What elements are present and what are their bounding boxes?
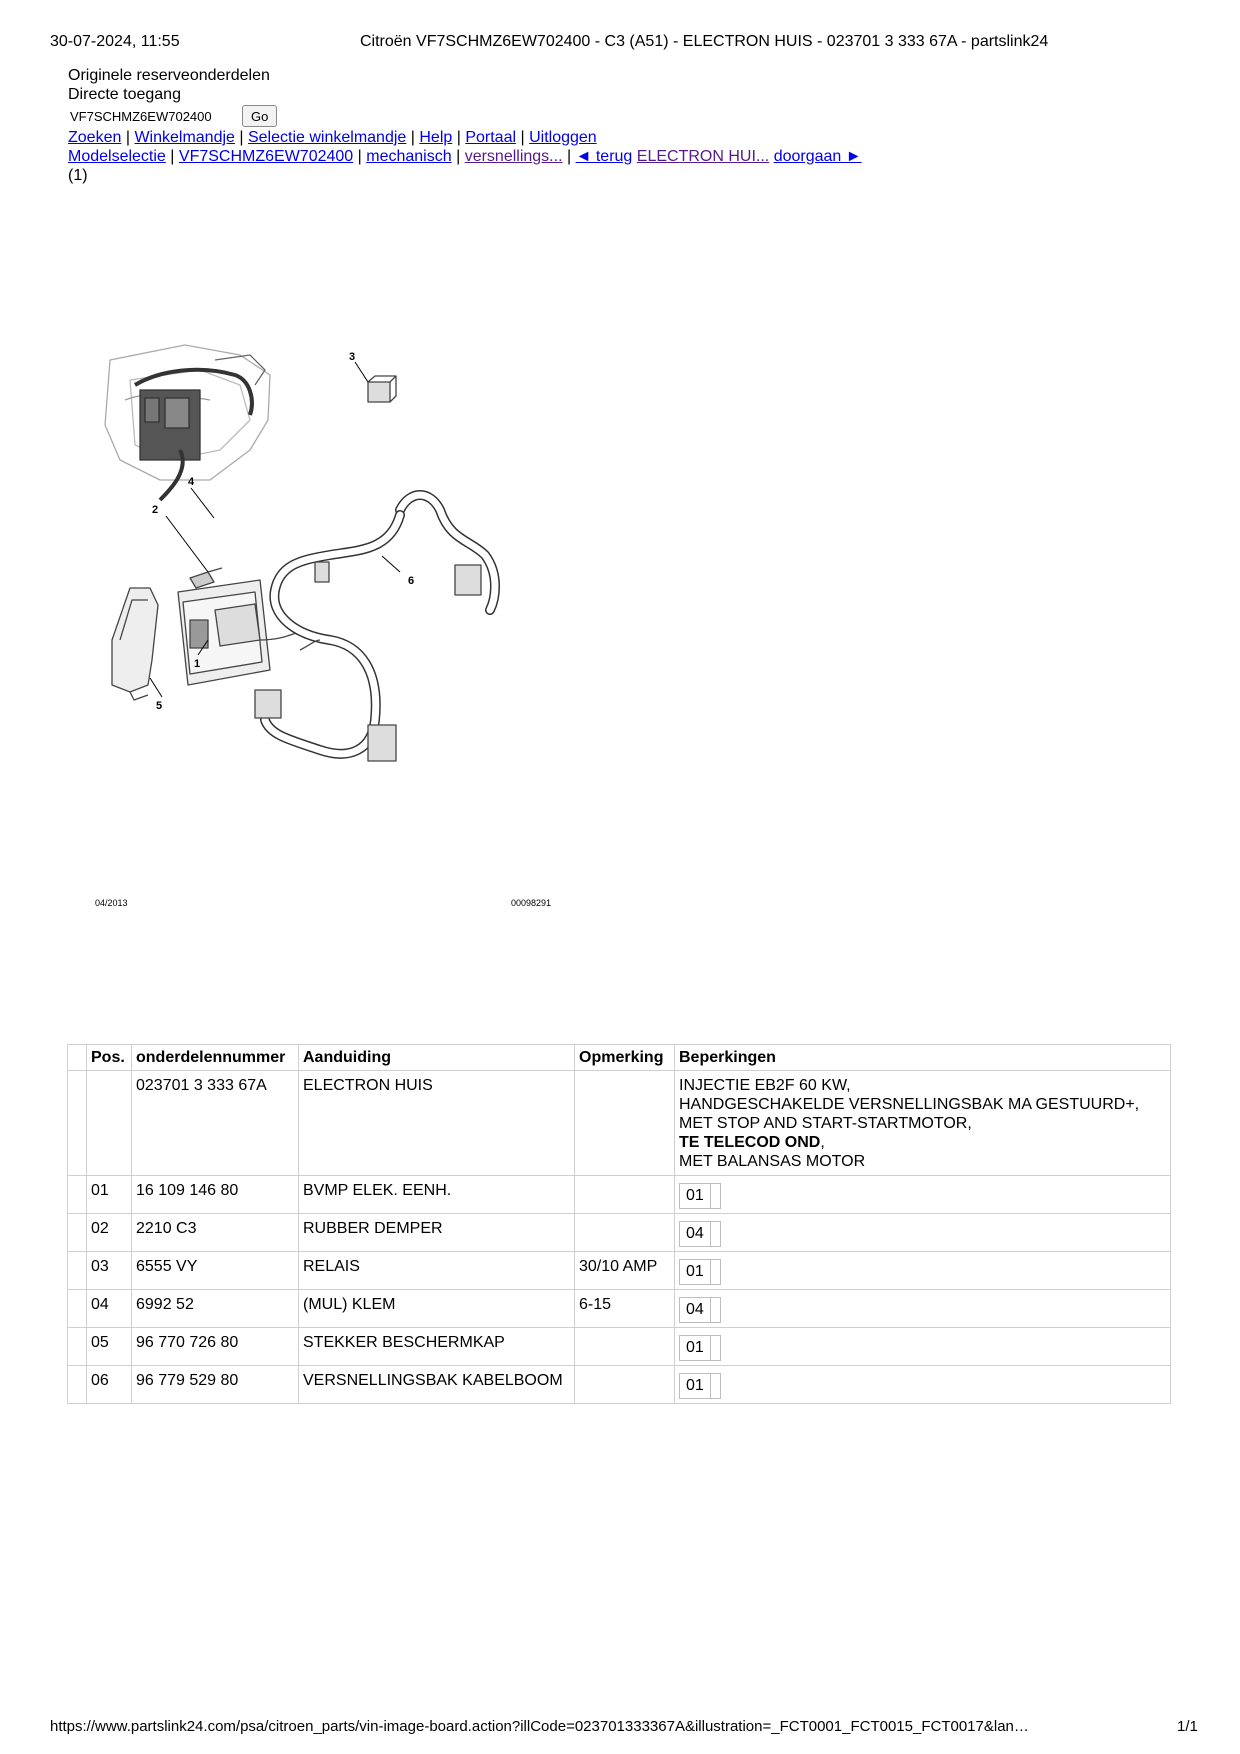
quantity-value: 04 — [686, 1301, 704, 1318]
pos-cell: 01 — [87, 1176, 132, 1214]
part-number-cell: 023701 3 333 67A — [132, 1071, 299, 1176]
back-link[interactable]: ◄ terug — [575, 148, 633, 165]
designation-cell: RUBBER DEMPER — [299, 1214, 575, 1252]
quantity-box[interactable] — [679, 1221, 721, 1247]
direct-access-label: Directe toegang — [68, 86, 181, 103]
table-row-main-assembly — [68, 1071, 1171, 1176]
pos-cell: 05 — [87, 1328, 132, 1366]
pos-cell: 06 — [87, 1366, 132, 1404]
table-row[interactable] — [68, 1366, 1171, 1404]
link-help[interactable]: Help — [419, 129, 453, 146]
remark-cell: 6-15 — [575, 1290, 675, 1328]
print-page-number: 1/1 — [1177, 1718, 1198, 1735]
quantity-box[interactable] — [679, 1297, 721, 1323]
designation-cell: VERSNELLINGSBAK KABELBOOM — [299, 1366, 575, 1404]
remark-cell — [575, 1214, 675, 1252]
quantity-value: 04 — [686, 1225, 704, 1242]
callout-1: 1 — [194, 658, 201, 670]
link-portal[interactable]: Portaal — [465, 129, 517, 146]
print-page-title: Citroën VF7SCHMZ6EW702400 - C3 (A51) - ELECTRON HUIS - 023701 3 333 67A - partslink24 — [360, 33, 1049, 50]
breadcrumb-vin[interactable]: VF7SCHMZ6EW702400 — [178, 148, 354, 165]
restriction-line: MET STOP AND START-STARTMOTOR, — [679, 1115, 972, 1132]
link-search[interactable]: Zoeken — [68, 129, 122, 146]
top-links — [68, 128, 862, 147]
restriction-line: MET BALANSAS MOTOR — [679, 1153, 866, 1170]
header-part-number: onderdelennummer — [132, 1045, 299, 1071]
table-row[interactable] — [68, 1252, 1171, 1290]
restriction-line: TE TELECOD OND, — [679, 1134, 825, 1151]
designation-cell: (MUL) KLEM — [299, 1290, 575, 1328]
parts-illustration[interactable] — [90, 340, 610, 920]
callout-4: 4 — [188, 476, 195, 488]
result-count: (1) — [68, 167, 88, 184]
designation-cell: RELAIS — [299, 1252, 575, 1290]
catalog-title: Originele reserveonderdelen — [68, 67, 270, 84]
pos-cell: 04 — [87, 1290, 132, 1328]
callout-2: 2 — [152, 504, 159, 516]
parts-table — [67, 1044, 1171, 1404]
breadcrumb-model-selection[interactable]: Modelselectie — [68, 148, 166, 165]
restrictions-cell — [675, 1071, 1171, 1176]
quantity-box[interactable] — [679, 1183, 721, 1209]
part-number-cell: 6555 VY — [132, 1252, 299, 1290]
restriction-bold: TE TELECOD OND — [679, 1134, 821, 1151]
designation-cell: ELECTRON HUIS — [299, 1071, 575, 1176]
print-datetime: 30-07-2024, 11:55 — [50, 33, 180, 50]
forward-link[interactable]: doorgaan ► — [773, 148, 862, 165]
exploded-view-drawing — [90, 340, 610, 920]
link-shopping-cart[interactable]: Winkelmandje — [134, 129, 235, 146]
link-logout[interactable]: Uitloggen — [529, 129, 597, 146]
vin-search-row — [68, 104, 862, 128]
quantity-box[interactable] — [679, 1259, 721, 1285]
quantity-value: 01 — [686, 1187, 704, 1204]
separator: | — [566, 148, 576, 165]
separator: | — [456, 148, 465, 165]
separator: | — [239, 129, 248, 146]
link-cart-selection[interactable]: Selectie winkelmandje — [247, 129, 407, 146]
quantity-box[interactable] — [679, 1335, 721, 1361]
remark-cell — [575, 1366, 675, 1404]
callout-5: 5 — [156, 700, 163, 712]
remark-cell: 30/10 AMP — [575, 1252, 675, 1290]
breadcrumb — [68, 147, 862, 166]
separator: | — [357, 148, 367, 165]
header-remark: Opmerking — [575, 1045, 675, 1071]
separator: | — [170, 148, 179, 165]
restriction-line: INJECTIE EB2F 60 KW, — [679, 1077, 851, 1094]
diagram-image-code: 00098291 — [511, 898, 552, 908]
table-header-row — [68, 1045, 1171, 1071]
header-pos: Pos. — [87, 1045, 132, 1071]
go-button[interactable]: Go — [242, 105, 277, 127]
callout-3: 3 — [349, 351, 356, 363]
header-restrictions: Beperkingen — [675, 1045, 1171, 1071]
navigation-panel — [68, 66, 862, 185]
header-blank — [68, 1045, 87, 1071]
separator: | — [125, 129, 135, 146]
breadcrumb-gearbox[interactable]: versnellings... — [464, 148, 563, 165]
pos-cell: 03 — [87, 1252, 132, 1290]
quantity-value: 01 — [686, 1263, 704, 1280]
table-row[interactable] — [68, 1328, 1171, 1366]
header-designation: Aanduiding — [299, 1045, 575, 1071]
table-row[interactable] — [68, 1214, 1171, 1252]
designation-cell: BVMP ELEK. EENH. — [299, 1176, 575, 1214]
part-number-cell: 6992 52 — [132, 1290, 299, 1328]
part-number-cell: 96 779 529 80 — [132, 1366, 299, 1404]
pos-cell: 02 — [87, 1214, 132, 1252]
designation-cell: STEKKER BESCHERMKAP — [299, 1328, 575, 1366]
vin-input[interactable] — [68, 107, 242, 125]
table-row[interactable] — [68, 1176, 1171, 1214]
breadcrumb-mechanical[interactable]: mechanisch — [366, 148, 452, 165]
callout-6: 6 — [408, 575, 415, 587]
remark-cell — [575, 1328, 675, 1366]
diagram-date-code: 04/2013 — [95, 898, 128, 908]
quantity-box[interactable] — [679, 1373, 721, 1399]
part-number-cell: 96 770 726 80 — [132, 1328, 299, 1366]
separator: | — [456, 129, 466, 146]
part-number-cell: 2210 C3 — [132, 1214, 299, 1252]
remark-cell — [575, 1176, 675, 1214]
quantity-value: 01 — [686, 1377, 704, 1394]
restriction-line: HANDGESCHAKELDE VERSNELLINGSBAK MA GESTUURD+, — [679, 1096, 1140, 1113]
quantity-value: 01 — [686, 1339, 704, 1356]
separator: | — [410, 129, 420, 146]
print-footer-url: https://www.partslink24.com/psa/citroen_parts/vin-image-board.action?illCode=023701333367A&illustration=_FCT0001_FCT0015_FCT0017&lan… — [50, 1718, 1029, 1735]
table-row[interactable] — [68, 1290, 1171, 1328]
breadcrumb-current[interactable]: ELECTRON HUI... — [636, 148, 770, 165]
separator: | — [520, 129, 530, 146]
part-number-cell: 16 109 146 80 — [132, 1176, 299, 1214]
